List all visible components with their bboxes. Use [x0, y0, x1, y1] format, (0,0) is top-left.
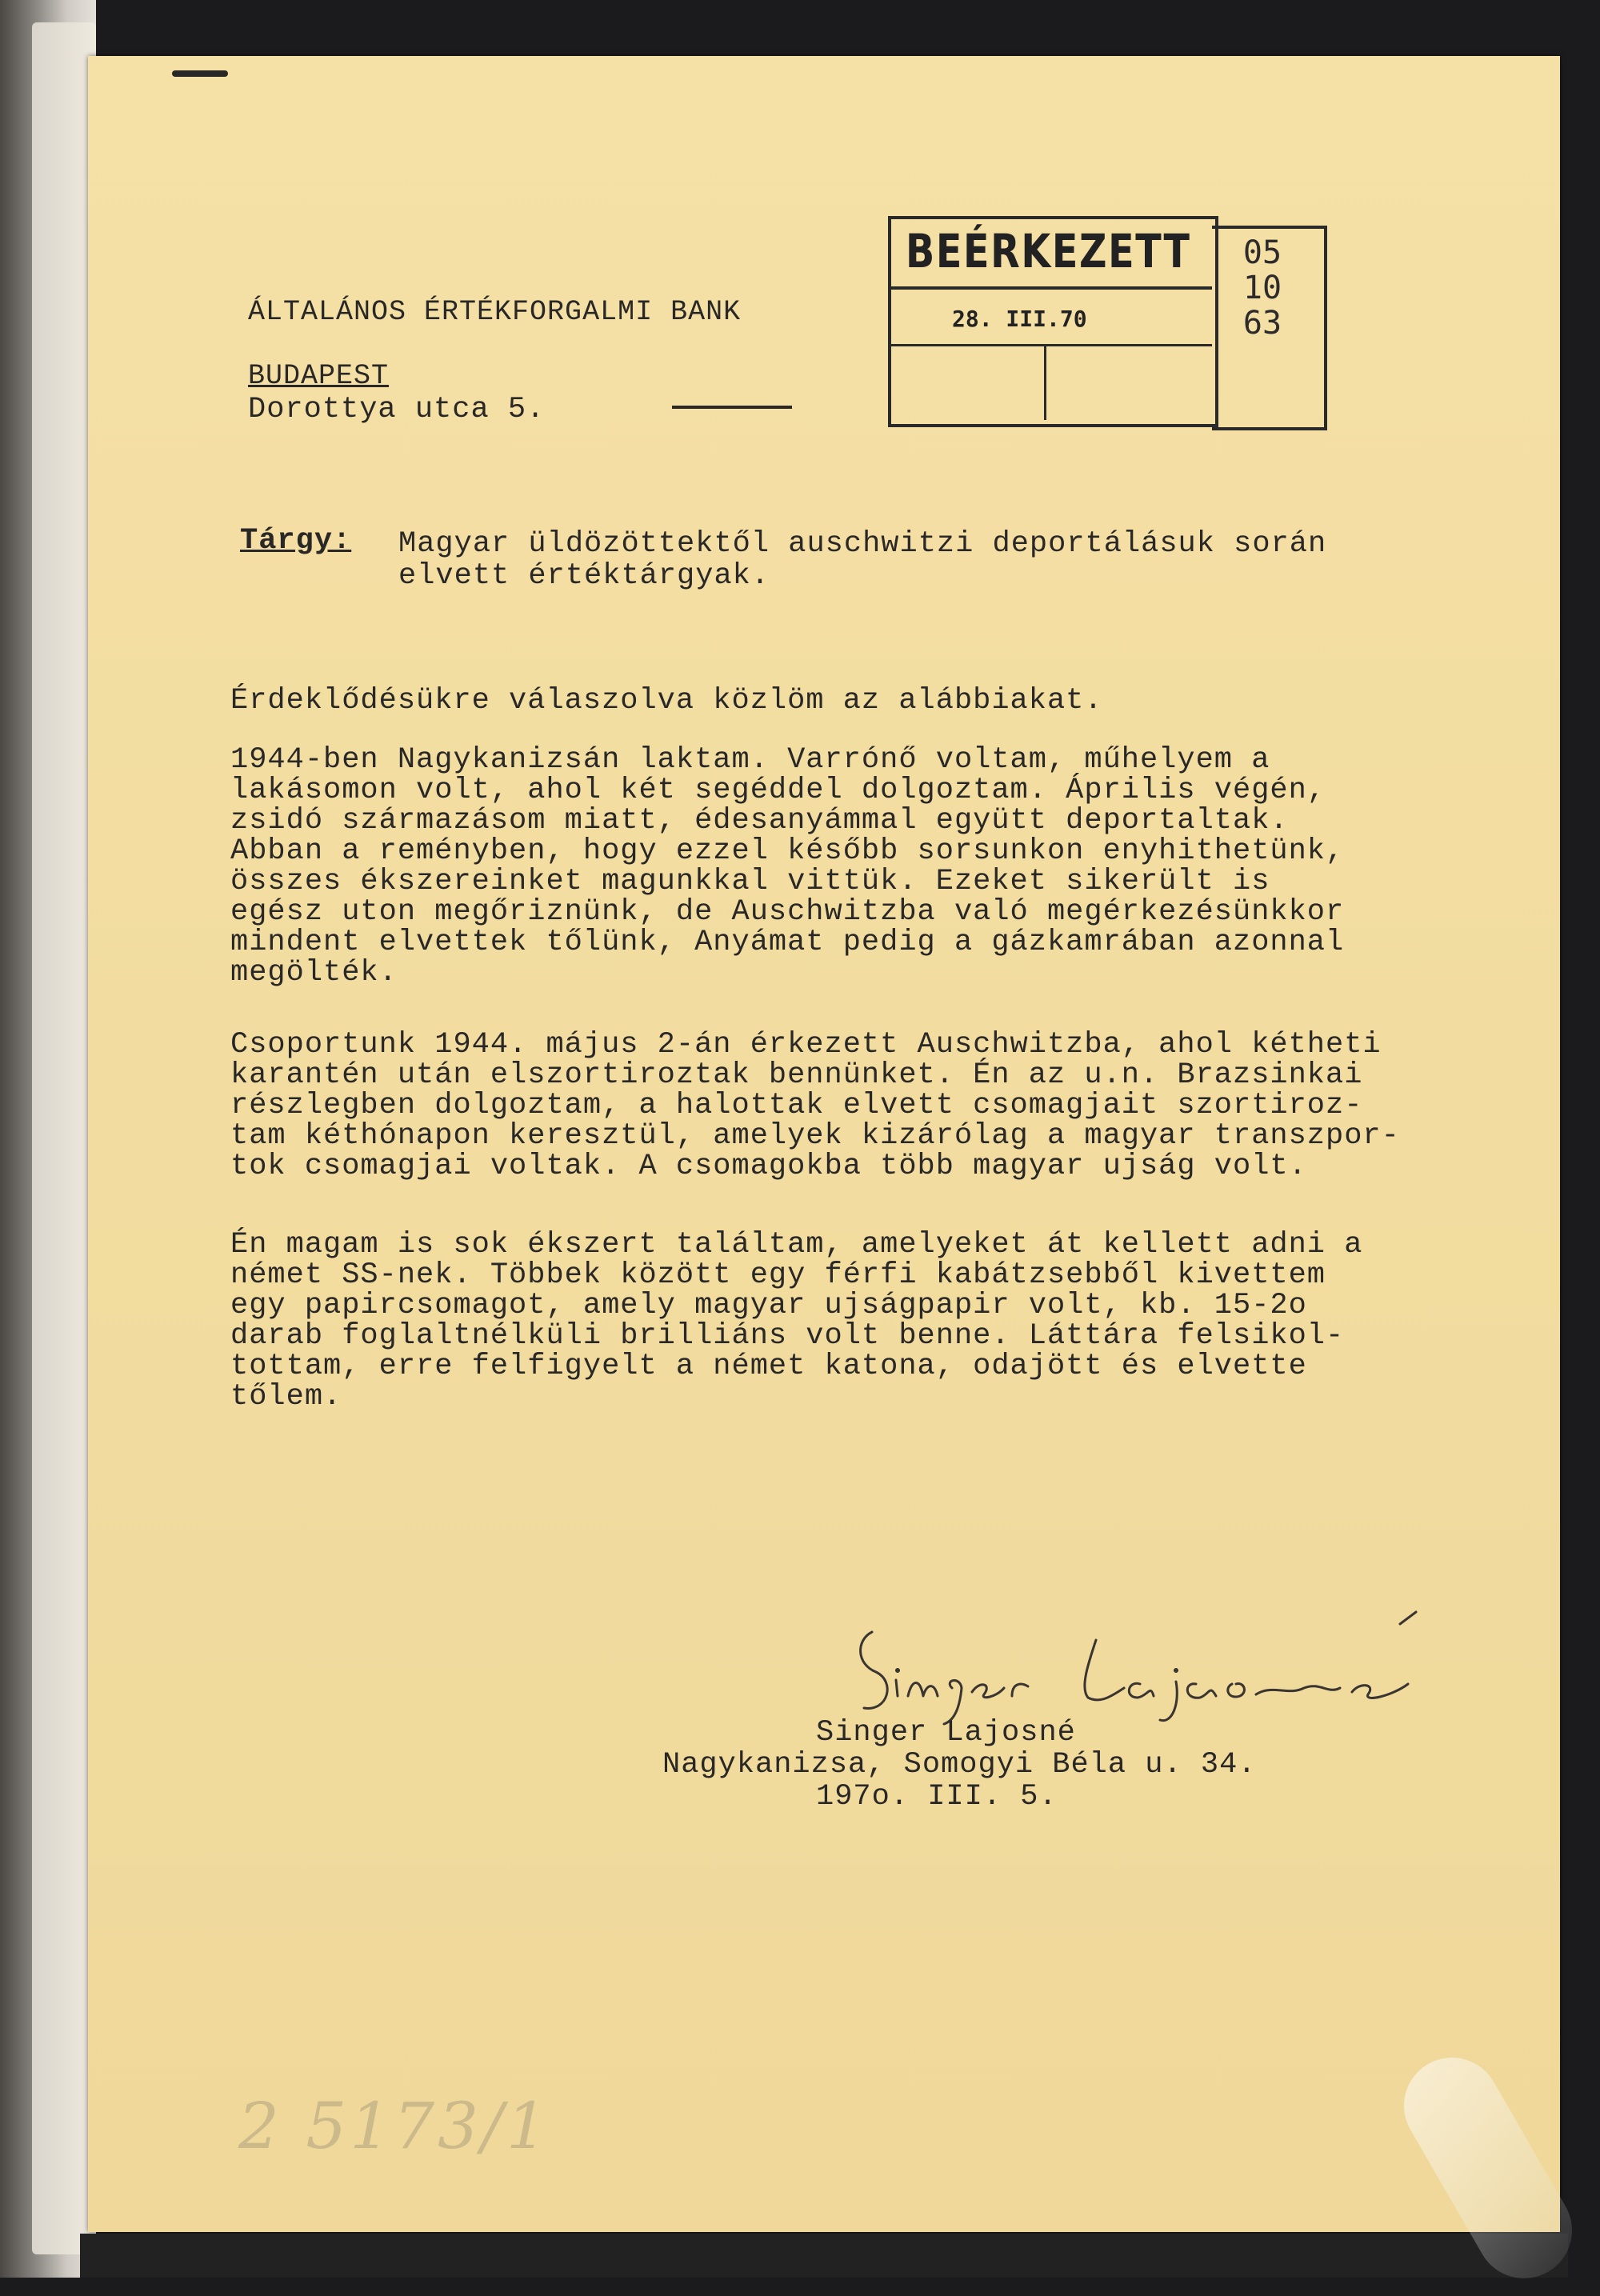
- stamp-cell-divider: [1044, 344, 1046, 420]
- paragraph-3-line: tőlem.: [230, 1380, 342, 1414]
- underline-mark: [672, 406, 792, 409]
- paragraph-1-line: Abban a reményben, hogy ezzel később sorsunkon enyhithetünk,: [230, 834, 1345, 868]
- paragraph-1-line: egész uton megőriznünk, de Auschwitzba való megérkezésünkkor: [230, 895, 1345, 929]
- bank-name: ÁLTALÁNOS ÉRTÉKFORGALMI BANK: [248, 296, 742, 328]
- pencil-note: 2 5173/1: [238, 2089, 550, 2163]
- paragraph-2-line: karantén után elszortiroztak bennünket. Én az u.n. Brazsinkai: [230, 1058, 1363, 1092]
- paragraph-2-line: Csoportunk 1944. május 2-án érkezett Auschwitzba, ahol kétheti: [230, 1028, 1382, 1062]
- paragraph-3-line: egy papircsomagot, amely magyar ujságpapir volt, kb. 15-2o: [230, 1289, 1307, 1322]
- received-stamp: [888, 216, 1336, 432]
- sender-name: Singer Lajosné: [816, 1716, 1076, 1750]
- subject-line-1: Magyar üldözöttektől auschwitzi deportálásuk során: [398, 527, 1327, 561]
- stamp-date-divider: [888, 344, 1212, 346]
- ink-mark: [172, 70, 228, 77]
- stamp-title: BEÉRKEZETT: [906, 224, 1191, 278]
- bank-city: BUDAPEST: [248, 360, 390, 392]
- sender-date: 197o. III. 5.: [816, 1780, 1058, 1814]
- page-edge: [32, 22, 96, 2254]
- paragraph-3-line: Én magam is sok ékszert találtam, amelyeket át kellett adni a: [230, 1228, 1363, 1262]
- paragraph-1-line: megölték.: [230, 956, 398, 990]
- paragraph-3-line: darab foglaltnélküli brilliáns volt benne. Láttára felsikol-: [230, 1319, 1345, 1353]
- subject-line-2: elvett értéktárgyak.: [398, 559, 770, 593]
- stamp-title-divider: [888, 286, 1212, 290]
- paragraph-3-line: német SS-nek. Többek között egy férfi kabátzsebből kivettem: [230, 1258, 1326, 1292]
- sender-address: Nagykanizsa, Somogyi Béla u. 34.: [662, 1748, 1257, 1782]
- paragraph-2-line: tok csomagjai voltak. A csomagokba több magyar ujság volt.: [230, 1150, 1307, 1183]
- handwritten-signature: [840, 1608, 1448, 1728]
- document-page: [88, 56, 1560, 2232]
- scan-background: [80, 2234, 1568, 2278]
- paragraph-2-line: részlegben dolgoztam, a halottak elvett csomagjait szortiroz-: [230, 1089, 1363, 1122]
- subject-label: Tárgy:: [240, 524, 352, 558]
- bank-street: Dorottya utca 5.: [248, 393, 546, 426]
- intro-line: Érdeklődésükre válaszolva közlöm az alábbiakat.: [230, 684, 1103, 718]
- paragraph-3-line: tottam, erre felfigyelt a német katona, odajött és elvette: [230, 1350, 1307, 1383]
- paragraph-1-line: zsidó származásom miatt, édesanyámmal együtt deportaltak.: [230, 804, 1289, 838]
- signature-text: Singer Lajosné: [840, 1608, 847, 1609]
- stamp-date: 28. III.70: [952, 306, 1087, 332]
- paragraph-1-line: összes ékszereinket magunkkal vittük. Ezeket sikerült is: [230, 865, 1270, 898]
- paragraph-1-line: mindent elvettek tőlünk, Anyámat pedig a gázkamrában azonnal: [230, 926, 1345, 959]
- paragraph-2-line: tam kéthónapon keresztül, amelyek kizárólag a magyar transzpor-: [230, 1119, 1400, 1153]
- paragraph-1-line: 1944-ben Nagykanizsán laktam. Varrónő voltam, műhelyem a: [230, 743, 1270, 777]
- paragraph-1-line: lakásomon volt, ahol két segéddel dolgoztam. Április végén,: [230, 774, 1326, 807]
- stamp-number: 051063: [1242, 234, 1282, 342]
